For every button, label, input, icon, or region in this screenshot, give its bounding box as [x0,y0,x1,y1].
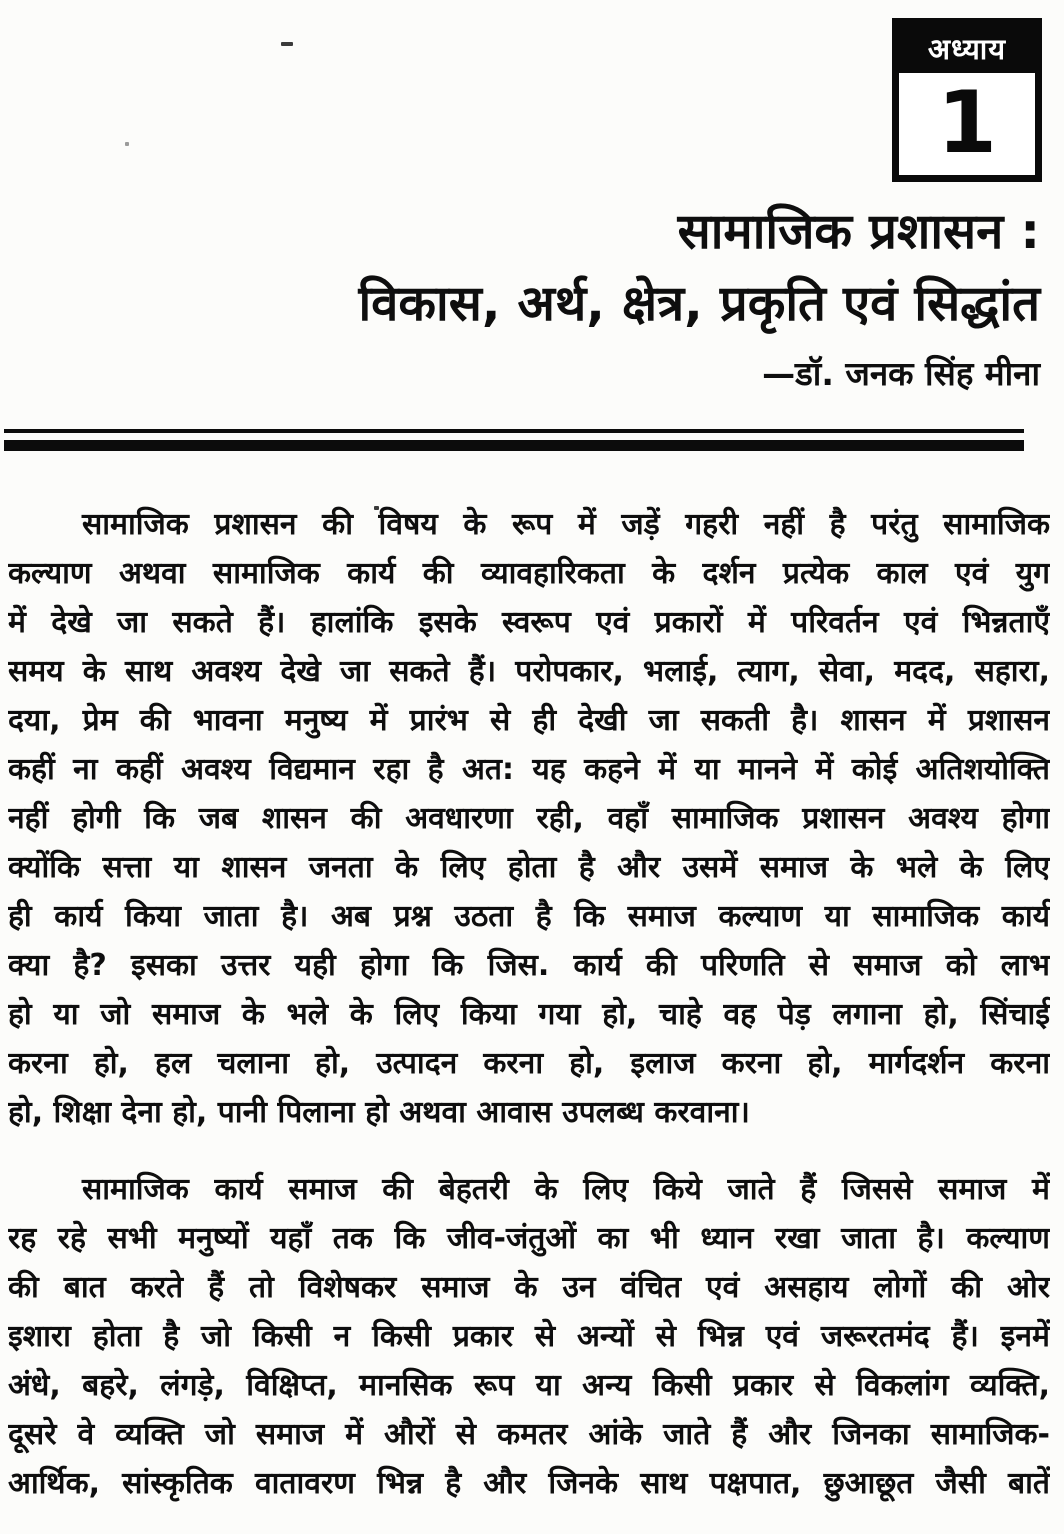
chapter-badge-number: 1 [937,73,997,173]
body-text [8,500,1050,1508]
title-block [0,196,1040,396]
paragraph-1 [8,500,1050,1137]
paragraph-2 [8,1165,1050,1508]
text-line: ही कार्य किया जाता है। अब प्रश्न उठता है कि समाज कल्याण या सामाजिक कार्य [8,899,1050,934]
text-line: दया, प्रेम की भावना मनुष्य में प्रारंभ से ही देखी जा सकती है। शासन में प्रशासन [8,703,1050,738]
text-line: में देखे जा सकते हैं। हालांकि इसके स्वरूप एवं प्रकारों में परिवर्तन एवं भिन्नताएँ [8,605,1050,640]
author-byline: —डॉ. जनक सिंह मीना [762,354,1040,393]
scan-speck [125,142,129,146]
chapter-badge-label: अध्याय [899,25,1035,73]
text-line: क्या है? इसका उत्तर यही होगा कि जिस. कार्य की परिणति से समाज को लाभ [8,948,1050,983]
text-line: सामाजिक प्रशासन की विषय के रूप में जड़ें गहरी नहीं है परंतु सामाजिक [82,507,1050,542]
section-divider [4,429,1024,451]
text-line: समय के साथ अवश्य देखे जा सकते हैं। परोपकार, भलाई, त्याग, सेवा, मदद, सहारा, [8,654,1050,689]
text-line: नहीं होगी कि जब शासन की अवधारणा रही, वहाँ सामाजिक प्रशासन अवश्य होगा [8,801,1050,836]
text-line: आर्थिक, सांस्कृतिक वातावरण भिन्न है और जिनके साथ पक्षपात, छुआछूत जैसी बातें [8,1466,1050,1501]
divider-thin-rule [4,429,1024,433]
text-line: करना हो, हल चलाना हो, उत्पादन करना हो, इलाज करना हो, मार्गदर्शन करना [8,1046,1050,1081]
scan-speck [281,42,293,46]
text-line: अंधे, बहरे, लंगड़े, विक्षिप्त, मानसिक रूप या अन्य किसी प्रकार से विकलांग व्यक्ति, [8,1368,1050,1403]
text-line: हो, शिक्षा देना हो, पानी पिलाना हो अथवा आवास उपलब्ध करवाना। [8,1095,750,1130]
text-line: कल्याण अथवा सामाजिक कार्य की व्यावहारिकता के दर्शन प्रत्येक काल एवं युग [8,556,1050,591]
text-line: कहीं ना कहीं अवश्य विद्यमान रहा है अत: यह कहने में या मानने में कोई अतिशयोक्ति [8,752,1050,787]
text-line: क्योंकि सत्ता या शासन जनता के लिए होता है और उसमें समाज के भले के लिए [8,850,1050,885]
page-title-line-1: सामाजिक प्रशासन : [677,203,1040,260]
text-line: इशारा होता है जो किसी न किसी प्रकार से अन्यों से भिन्न एवं जरूरतमंद हैं। इनमें [8,1319,1050,1354]
text-line: की बात करते हैं तो विशेषकर समाज के उन वंचित एवं असहाय लोगों की ओर [8,1270,1050,1305]
text-line: हो या जो समाज के भले के लिए किया गया हो, चाहे वह पेड़ लगाना हो, सिंचाई [8,997,1050,1032]
page-title-line-2: विकास, अर्थ, क्षेत्र, प्रकृति एवं सिद्धांत [358,275,1040,332]
text-line: दूसरे वे व्यक्ति जो समाज में औरों से कमतर आंके जाते हैं और जिनका सामाजिक- [8,1417,1050,1452]
text-line: सामाजिक कार्य समाज की बेहतरी के लिए किये जाते हैं जिससे समाज में [82,1172,1050,1207]
chapter-badge [892,18,1042,182]
divider-thick-rule [4,440,1024,451]
text-line: रह रहे सभी मनुष्यों यहाँ तक कि जीव-जंतुओं का भी ध्यान रखा जाता है। कल्याण [8,1221,1050,1256]
